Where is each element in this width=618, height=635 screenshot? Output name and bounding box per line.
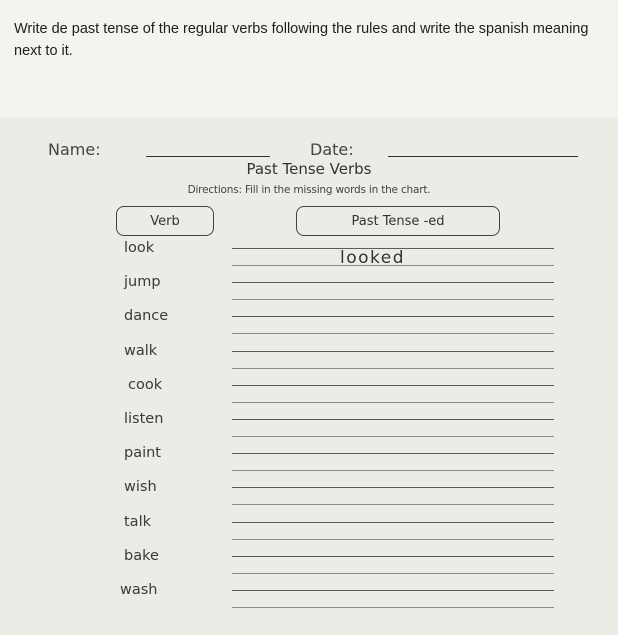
answer-line-bottom bbox=[232, 299, 554, 300]
answer-line-top bbox=[232, 351, 554, 352]
answer-line-top bbox=[232, 556, 554, 557]
answer-line-top bbox=[232, 487, 554, 488]
answer-line-bottom bbox=[232, 607, 554, 608]
verb-dance: dance bbox=[124, 308, 169, 325]
answer-line-top bbox=[232, 316, 554, 317]
answer-line-bottom bbox=[232, 333, 554, 334]
answer-line-top bbox=[232, 419, 554, 420]
answer-line-top bbox=[232, 282, 554, 283]
date-label: Date: bbox=[310, 140, 354, 159]
answer-line-top bbox=[232, 522, 554, 523]
verb-jump: jump bbox=[124, 274, 161, 291]
answer-line-top bbox=[232, 385, 554, 386]
name-label: Name: bbox=[48, 140, 101, 159]
verb-paint: paint bbox=[124, 445, 161, 462]
verb-talk: talk bbox=[124, 513, 151, 530]
verb-listen: listen bbox=[124, 411, 164, 427]
verb-wash: wash bbox=[120, 582, 158, 598]
verb-walk: walk bbox=[124, 342, 158, 359]
past-tense-header-box bbox=[296, 206, 500, 236]
worksheet-directions: Directions: Fill in the missing words in the chart. bbox=[187, 184, 431, 196]
answer-line-bottom bbox=[232, 368, 554, 369]
answer-look: looked bbox=[340, 248, 406, 268]
answer-line-bottom bbox=[232, 436, 554, 437]
name-blank bbox=[146, 156, 270, 157]
worksheet-title: Past Tense Verbs bbox=[246, 160, 372, 178]
answer-line-bottom bbox=[232, 539, 554, 540]
answer-line-bottom bbox=[232, 573, 554, 574]
verb-cook: cook bbox=[128, 376, 163, 393]
verb-header-label: Verb bbox=[150, 213, 180, 229]
verb-look: look bbox=[124, 240, 155, 256]
answer-line-bottom bbox=[232, 402, 554, 403]
answer-line-top bbox=[232, 453, 554, 454]
verb-header-box bbox=[116, 206, 214, 236]
date-blank bbox=[388, 156, 578, 157]
answer-line-top bbox=[232, 590, 554, 591]
verb-bake: bake bbox=[124, 547, 159, 564]
instructions-text: Write de past tense of the regular verbs following the rules and write the spanish meaning next to it. bbox=[14, 21, 589, 59]
answer-line-bottom bbox=[232, 504, 554, 505]
answer-line-bottom bbox=[232, 470, 554, 471]
past-tense-header-label: Past Tense -ed bbox=[351, 213, 445, 229]
verb-wish: wish bbox=[124, 479, 157, 496]
